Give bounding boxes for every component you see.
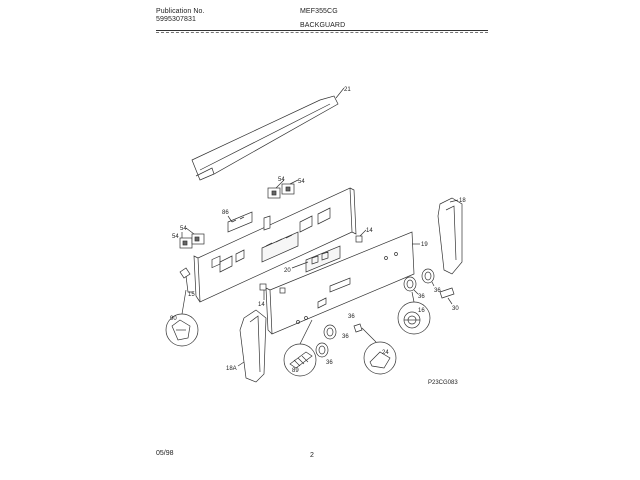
left-end-cap <box>240 310 266 382</box>
callout-90: 90 <box>170 316 177 322</box>
switch-block-upper <box>268 184 294 198</box>
footer-date: 05/98 <box>156 450 174 457</box>
callout-36-lower-a: 36 <box>342 334 349 340</box>
figure-code: P23CG083 <box>428 380 458 386</box>
knobs-lower <box>316 325 336 357</box>
callout-16: 16 <box>418 308 425 314</box>
callout-19: 19 <box>421 242 428 248</box>
callout-15: 15 <box>188 292 195 298</box>
callout-18: 18 <box>459 198 466 204</box>
switch-block-left <box>180 234 204 248</box>
callout-18A: 18A <box>226 366 237 372</box>
callout-54-left-lower: 54 <box>172 234 179 240</box>
callout-86: 86 <box>222 210 229 216</box>
callout-36-right-b: 36 <box>418 294 425 300</box>
small-part-36 <box>354 324 362 332</box>
callout-24: 24 <box>382 350 389 356</box>
publication-number: 5995307831 <box>156 16 196 23</box>
section-title: BACKGUARD <box>300 22 346 29</box>
knob-detail-16 <box>398 302 430 334</box>
right-end-cap <box>438 198 462 274</box>
callout-21: 21 <box>344 87 351 93</box>
top-trim-part <box>192 96 338 180</box>
callout-14-lower: 14 <box>258 302 265 308</box>
callout-14-upper: 14 <box>366 228 373 234</box>
publication-label: Publication No. <box>156 8 205 15</box>
clip-upper <box>356 236 362 242</box>
callout-36-right-a: 36 <box>434 288 441 294</box>
callout-30: 30 <box>452 306 459 312</box>
part-30 <box>440 288 454 298</box>
callout-89: 89 <box>292 368 299 374</box>
callout-20: 20 <box>284 268 291 274</box>
footer-page-number: 2 <box>310 452 314 459</box>
model-number: MEF355CG <box>300 8 338 15</box>
callout-36-lower-b: 36 <box>326 360 333 366</box>
callout-54-upper-left: 54 <box>278 177 285 183</box>
switch-detail-24 <box>364 342 396 374</box>
bracket-left <box>180 268 194 292</box>
callout-36-lower-c: 36 <box>348 314 355 320</box>
callout-54-left-upper: 54 <box>180 226 187 232</box>
screw-detail-89 <box>284 344 316 376</box>
callout-54-upper-right: 54 <box>298 179 305 185</box>
